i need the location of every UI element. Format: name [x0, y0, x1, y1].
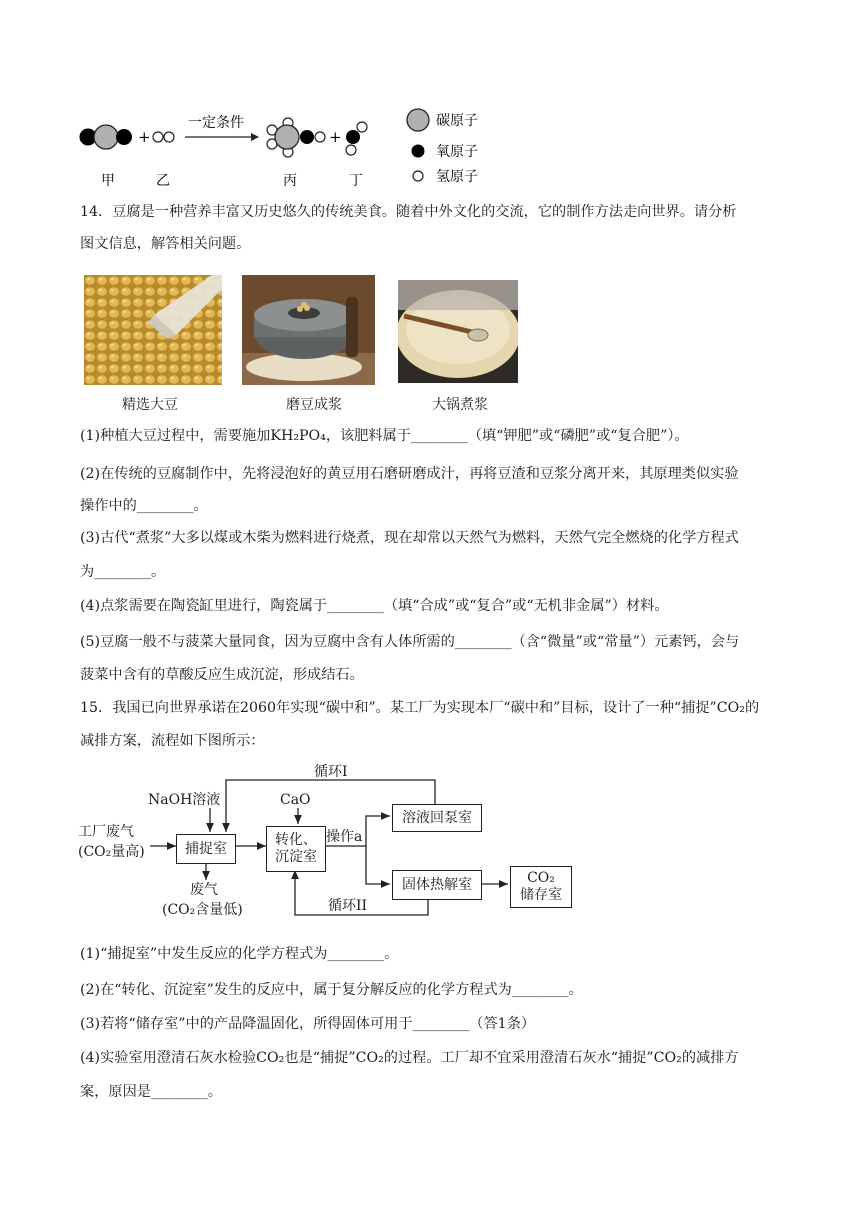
caption-boiling: 大锅煮浆 — [432, 397, 488, 413]
convert-room-line1: 转化、 — [275, 832, 317, 848]
convert-room-line2: 沉淀室 — [275, 849, 317, 865]
capture-room-box: 捕捉室 — [176, 834, 236, 864]
molecule-jia — [80, 125, 132, 149]
q15-intro-line2: 减排方案，流程如下图所示： — [80, 733, 265, 749]
label-ding: 丁 — [349, 173, 363, 189]
caption-soybean: 精选大豆 — [122, 397, 178, 413]
label-yi: 乙 — [156, 173, 170, 189]
cycle1-label: 循环I — [314, 764, 348, 780]
q15-sub2: (2)在“转化、沉淀室”发生的反应中，属于复分解反应的化学方程式为________。 — [80, 982, 583, 998]
storage-room-box — [510, 866, 572, 908]
q14-sub3-line2: 为________。 — [80, 564, 166, 580]
soybean-photo — [84, 275, 222, 385]
caption-grinding: 磨豆成浆 — [286, 397, 342, 413]
legend — [407, 109, 478, 185]
molecule-bing — [267, 118, 325, 157]
q15-sub4-line2: 案，原因是________。 — [80, 1084, 222, 1100]
q14-intro-line2: 图文信息，解答相关问题。 — [80, 236, 251, 252]
label-jia: 甲 — [101, 173, 115, 189]
reaction-molecule-diagram — [75, 100, 495, 200]
q14-sub3-line1: (3)古代“煮浆”大多以煤或木柴为燃料进行烧煮，现在却常以天然气为燃料，天然气完全燃烧的化学方程式 — [80, 530, 739, 546]
q14-intro-line1: 14．豆腐是一种营养丰富又历史悠久的传统美食。随着中外文化的交流，它的制作方法走向世界。请分析 — [80, 204, 737, 220]
q14-sub5-line1: (5)豆腐一般不与菠菜大量同食，因为豆腐中含有人体所需的________（含“微量”或“常量”）元素钙，会与 — [80, 634, 740, 650]
legend-carbon: 碳原子 — [436, 113, 478, 129]
q14-sub2-line2: 操作中的________。 — [80, 498, 208, 514]
condition-label: 一定条件 — [188, 115, 244, 131]
solution-room-box: 溶液回泵室 — [392, 804, 482, 832]
storage-room-line1: CO₂ — [527, 870, 555, 886]
q15-sub1: (1)“捕捉室”中发生反应的化学方程式为________。 — [80, 946, 399, 962]
boiling-pot-photo — [398, 280, 518, 383]
solid-room-box: 固体热解室 — [392, 870, 482, 900]
q14-sub5-line2: 菠菜中含有的草酸反应生成沉淀，形成结石。 — [80, 667, 364, 683]
waste-gas-in-note: (CO₂量高) — [78, 844, 145, 860]
storage-room-line2: 储存室 — [520, 887, 562, 903]
convert-room-box — [266, 826, 326, 872]
molecule-ding — [346, 122, 367, 155]
legend-oxygen: 氧原子 — [436, 144, 478, 160]
capture-flow-diagram — [70, 760, 590, 940]
naoh-label: NaOH溶液 — [148, 792, 221, 808]
legend-hydrogen: 氢原子 — [436, 169, 478, 185]
q15-intro-line1: 15．我国已向世界承诺在2060年实现“碳中和”。某工厂为实现本厂“碳中和”目标，设计了一种“捕捉”CO₂的 — [80, 700, 760, 716]
plus-sign-1: + — [138, 128, 151, 146]
cao-label: CaO — [280, 792, 311, 808]
exhaust-label: 废气 — [190, 882, 218, 898]
plus-sign-2: + — [329, 128, 342, 146]
stone-mill-photo — [242, 275, 375, 385]
molecule-yi — [153, 132, 174, 142]
cycle2-label: 循环II — [328, 898, 368, 914]
operation-a-label: 操作a — [326, 829, 363, 845]
q14-sub1: (1)种植大豆过程中，需要施加KH₂PO₄，该肥料属于________（填“钾肥”或“磷肥”或“复合肥”）。 — [80, 428, 689, 444]
waste-gas-in-label: 工厂废气 — [78, 824, 134, 840]
q15-sub4-line1: (4)实验室用澄清石灰水检验CO₂也是“捕捉”CO₂的过程。工厂却不宜采用澄清石灰水“捕捉”CO₂的减排方 — [80, 1050, 739, 1066]
label-bing: 丙 — [283, 173, 297, 189]
q14-sub4: (4)点浆需要在陶瓷缸里进行，陶瓷属于________（填“合成”或“复合”或“无机非金属”）材料。 — [80, 598, 669, 614]
q14-sub2-line1: (2)在传统的豆腐制作中，先将浸泡好的黄豆用石磨研磨成汁，再将豆渣和豆浆分离开来，其原理类似实验 — [80, 466, 739, 482]
exhaust-note: (CO₂含量低) — [162, 902, 243, 918]
q15-sub3: (3)若将“储存室”中的产品降温固化，所得固体可用于________（答1条） — [80, 1016, 536, 1032]
